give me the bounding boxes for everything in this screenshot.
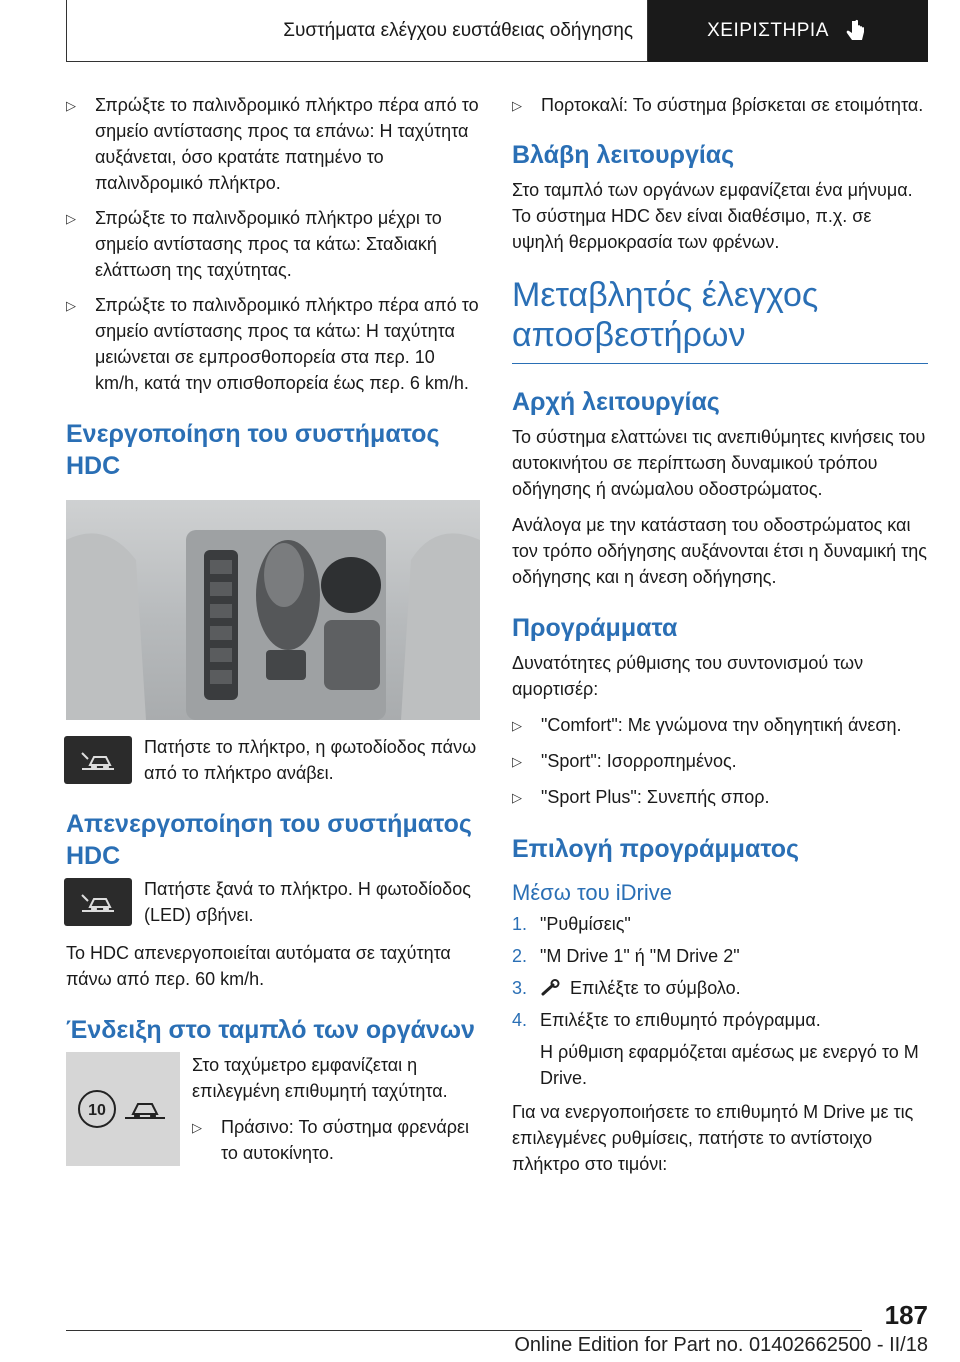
triangle-bullet-icon: ▷ [66,211,76,226]
auto-off-text: Το HDC απενεργοποιείται αυτόματα σε ταχύτητα πάνω από περ. 60 km/h. [66,943,451,989]
step4-note: Η ρύθμιση εφαρμόζεται αμέσως με ενεργό το M Drive. [540,1042,919,1088]
activate-text: Πατήστε το πλήκτρο, η φωτοδίοδος πάνω από το πλήκτρο ανάβει. [144,737,477,783]
list-item: ▷ Πορτοκαλί: Το σύστημα βρίσκεται σε ετοιμότητα. [512,92,928,119]
list-item: 3. Επιλέξτε το σύμβολο. [512,978,741,998]
chapter-title: Συστήματα ελέγχου ευστάθειας οδήγησης [283,19,633,41]
list-item: 2. "M Drive 1" ή "M Drive 2" [512,946,740,966]
triangle-bullet-icon: ▷ [512,754,522,769]
left-column [66,92,480,1175]
cluster-hdc-symbol-image [66,1052,180,1166]
principle-text-2: Ανάλογα με την κατάσταση του οδοστρώματος και τον τρόπο οδήγησης αυξάνονται έτσι η δυναμική της οδήγησης και η άνεση οδήγησης. [512,515,927,587]
hdc-button-icon [64,736,132,784]
heading-programs: Προγράμματα [512,614,678,642]
triangle-bullet-icon: ▷ [512,790,522,805]
list-item: ▷ "Sport": Ισορροπημένος. [512,748,928,775]
heading-via-idrive: Μέσω του iDrive [512,880,672,905]
list-item: ▷ "Sport Plus": Συνεπής σπορ. [512,784,928,811]
deactivate-text: Πατήστε ξανά το πλήκτρο. Η φωτοδίοδος (LED) σβήνει. [144,879,471,925]
page-number: 187 [884,1300,928,1330]
triangle-bullet-icon: ▷ [512,718,522,733]
activate-row [66,736,480,786]
heading-activate-hdc: Ενεργοποίηση του συστήματος HDC [66,420,440,480]
heading-cluster-display: Ένδειξη στο ταμπλό των οργάνων [66,1016,475,1044]
list-item: ▷ Πράσινο: Το σύστημα φρενάρει το αυτοκίνητο. [192,1114,480,1166]
triangle-bullet-icon: ▷ [66,98,76,113]
section-tab-label: ΧΕΙΡΙΣΤΗΡΙΑ [707,20,829,41]
cluster-description: Στο ταχύμετρο εμφανίζεται η επιλεγμένη επιθυμητή ταχύτητα. ▷ Πράσινο: Το σύστημα φρενάρει το αυτοκίνητο. [192,1052,480,1175]
heading-principle: Αρχή λειτουργίας [512,388,720,416]
hdc-button-icon [64,878,132,926]
wrench-icon [540,979,562,997]
triangle-bullet-icon: ▷ [512,98,522,113]
programs-text: Δυνατότητες ρύθμισης του συντονισμού των αμορτισέρ: [512,653,864,699]
list-item: ▷ Σπρώξτε το παλινδρομικό πλήκτρο πέρα από το σημείο αντίστασης προς τα επάνω: Η ταχύτητα αυξάνεται, όσο κρατάτε πατημένο το παλινδρομικό πλήκτρο. [66,92,480,196]
principle-text-1: Το σύστημα ελαττώνει τις ανεπιθύμητες κινήσεις του αυτοκινήτου σε περίπτωση δυναμικού τρόπου οδήγησης ή ανώμαλου οδοστρώματος. [512,427,926,499]
heading-fault: Βλάβη λειτουργίας [512,141,735,169]
triangle-bullet-icon: ▷ [66,298,76,313]
triangle-bullet-icon: ▷ [192,1120,202,1135]
list-item: ▷ "Comfort": Με γνώμονα την οδηγητική άνεση. [512,712,928,739]
hand-pointer-icon [843,18,869,44]
cluster-row [66,1052,480,1175]
right-column [512,92,928,1187]
heading-deactivate-hdc: Απενεργοποίηση του συστήματος HDC [66,810,472,870]
closing-text: Για να ενεργοποιήσετε το επιθυμητό M Drive με τις επιλεγμένες ρυθμίσεις, πατήστε το αντίστοιχο πλήκτρο στο τιμόνι: [512,1102,914,1174]
deactivate-row [66,878,480,928]
list-item: 1. "Ρυθμίσεις" [512,914,631,934]
footer-edition: Online Edition for Part no. 01402662500 - II/18 [514,1334,928,1356]
footer-divider [66,1330,862,1331]
cluster-speed-value: 10 [88,1102,106,1119]
heading-variable-damper-control: Μεταβλητός έλεγχος αποσβεστήρων [512,275,928,364]
center-console-photo [66,500,480,720]
heading-select-program: Επιλογή προγράμματος [512,835,800,863]
list-item: ▷ Σπρώξτε το παλινδρομικό πλήκτρο μέχρι το σημείο αντίστασης προς τα κάτω: Σταδιακή ελάττωση της ταχύτητας. [66,205,480,283]
section-tab [648,0,928,62]
chapter-header [66,0,648,62]
list-item: ▷ Σπρώξτε το παλινδρομικό πλήκτρο πέρα από το σημείο αντίστασης προς τα κάτω: Η ταχύτητα μειώνεται σε εμπροσθοπορεία στα περ. 10 km/h, κατά την οπισθοπορεία έως περ. 6 km/h. [66,292,480,396]
fault-text: Στο ταμπλό των οργάνων εμφανίζεται ένα μήνυμα. Το σύστημα HDC δεν είναι διαθέσιμο, π.χ. σε υψηλή θερμοκρασία των φρένων. [512,180,913,252]
list-item: 4. Επιλέξτε το επιθυμητό πρόγραμμα. [512,1010,821,1030]
